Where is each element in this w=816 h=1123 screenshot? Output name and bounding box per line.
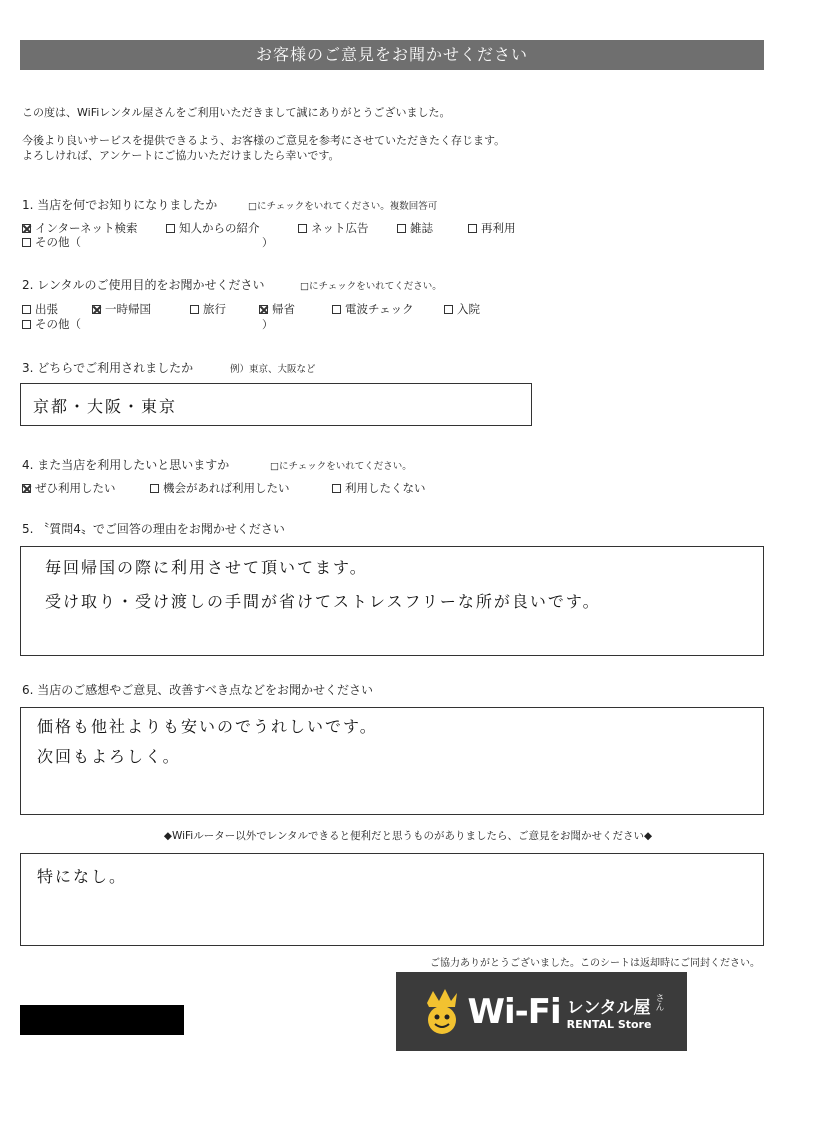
q4-option-no[interactable]: 利用したくない <box>332 480 426 496</box>
q4-option-definitely[interactable]: ぜひ利用したい <box>22 480 116 496</box>
intro-line-3: よろしければ、アンケートにご協力いただけましたら幸いです。 <box>22 149 340 162</box>
redacted-block <box>20 1005 184 1035</box>
checked-checkbox-icon[interactable] <box>92 305 101 314</box>
q5-question: 5. 〝質問4〟でご回答の理由をお聞かせください <box>22 522 285 536</box>
q2-option-homecoming[interactable]: 帰省 <box>259 301 295 317</box>
checkbox-icon[interactable] <box>166 224 175 233</box>
checkbox-icon[interactable] <box>468 224 477 233</box>
q1-other-close: ） <box>262 236 273 249</box>
q2-option-signal-check[interactable]: 電波チェック <box>332 301 414 317</box>
q5-answer-line-1: 毎回帰国の際に利用させて頂いてます。 <box>45 558 368 577</box>
logo-wifi-text: Wi-Fi <box>467 991 561 1032</box>
q2-option-other[interactable]: その他（ <box>22 316 81 332</box>
q7-answer-text: 特になし。 <box>37 867 128 886</box>
logo-jp-text: レンタル屋 <box>566 997 651 1018</box>
checkbox-icon[interactable] <box>397 224 406 233</box>
q4-question: 4. また当店を利用したいと思いますか <box>22 458 230 472</box>
q4-note: □にチェックをいれてください。 <box>270 461 412 472</box>
q1-option-other[interactable]: その他（ <box>22 234 81 250</box>
checkbox-icon[interactable] <box>22 305 31 314</box>
q1-option-magazine[interactable]: 雑誌 <box>397 220 433 236</box>
intro-line-1: この度は、WiFiレンタル屋さんをご利用いただきまして誠にありがとうございました。 <box>22 106 451 119</box>
checkbox-icon[interactable] <box>332 305 341 314</box>
logo-san-text: さん <box>653 992 664 1011</box>
q4-option-if-chance[interactable]: 機会があれば利用したい <box>150 480 290 496</box>
checkbox-icon[interactable] <box>444 305 453 314</box>
q2-option-temp-return[interactable]: 一時帰国 <box>92 301 151 317</box>
checkbox-icon[interactable] <box>190 305 199 314</box>
q2-option-travel[interactable]: 旅行 <box>190 301 226 317</box>
checkbox-icon[interactable] <box>150 484 159 493</box>
q6-answer-line-2: 次回もよろしく。 <box>37 747 181 766</box>
q2-other-close: ） <box>262 318 273 331</box>
checkbox-icon[interactable] <box>22 320 31 329</box>
q6-answer-line-1: 価格も他社よりも安いのでうれしいです。 <box>37 717 378 736</box>
wifi-rental-logo <box>396 972 687 1051</box>
q3-note: 例）東京、大阪など <box>230 364 316 375</box>
q2-note: □にチェックをいれてください。 <box>300 281 442 292</box>
q2-option-business[interactable]: 出張 <box>22 301 58 317</box>
q6-answer-box[interactable] <box>20 707 764 815</box>
checkbox-icon[interactable] <box>332 484 341 493</box>
q3-question: 3. どちらでご利用されましたか <box>22 361 194 375</box>
q1-option-net-ad[interactable]: ネット広告 <box>298 220 369 236</box>
q3-answer-box[interactable] <box>20 383 532 426</box>
q1-option-reuse[interactable]: 再利用 <box>468 220 516 236</box>
q7-question: ◆WiFiルーター以外でレンタルできると便利だと思うものがありましたら、ご意見をお聞かせください◆ <box>163 830 653 842</box>
q1-note: □にチェックをいれてください。複数回答可 <box>248 201 438 212</box>
checkbox-icon[interactable] <box>298 224 307 233</box>
q1-option-referral[interactable]: 知人からの紹介 <box>166 220 260 236</box>
checked-checkbox-icon[interactable] <box>22 224 31 233</box>
logo-en-text: RENTAL Store <box>566 1017 652 1031</box>
q6-question: 6. 当店のご感想やご意見、改善すべき点などをお聞かせください <box>22 683 374 697</box>
q5-answer-box[interactable] <box>20 546 764 656</box>
footer-thanks: ご協力ありがとうございました。このシートは返却時にご同封ください。 <box>430 958 760 969</box>
checked-checkbox-icon[interactable] <box>22 484 31 493</box>
q7-answer-box[interactable] <box>20 853 764 946</box>
q1-option-internet[interactable]: インターネット検索 <box>22 220 137 236</box>
checkbox-icon[interactable] <box>22 238 31 247</box>
checked-checkbox-icon[interactable] <box>259 305 268 314</box>
mascot-icon <box>417 987 465 1037</box>
intro-line-2: 今後より良いサービスを提供できるよう、お客様のご意見を参考にさせていただきたく存じます。 <box>22 134 506 147</box>
q3-answer-text: 京都・大阪・東京 <box>33 397 178 416</box>
q5-answer-line-2: 受け取り・受け渡しの手間が省けてストレスフリーな所が良いです。 <box>45 592 601 611</box>
q2-option-hospital[interactable]: 入院 <box>444 301 480 317</box>
q2-question: 2. レンタルのご使用目的をお聞かせください <box>22 278 265 292</box>
page-title: お客様のご意見をお聞かせください <box>20 40 764 70</box>
q1-question: 1. 当店を何でお知りになりましたか <box>22 198 218 212</box>
